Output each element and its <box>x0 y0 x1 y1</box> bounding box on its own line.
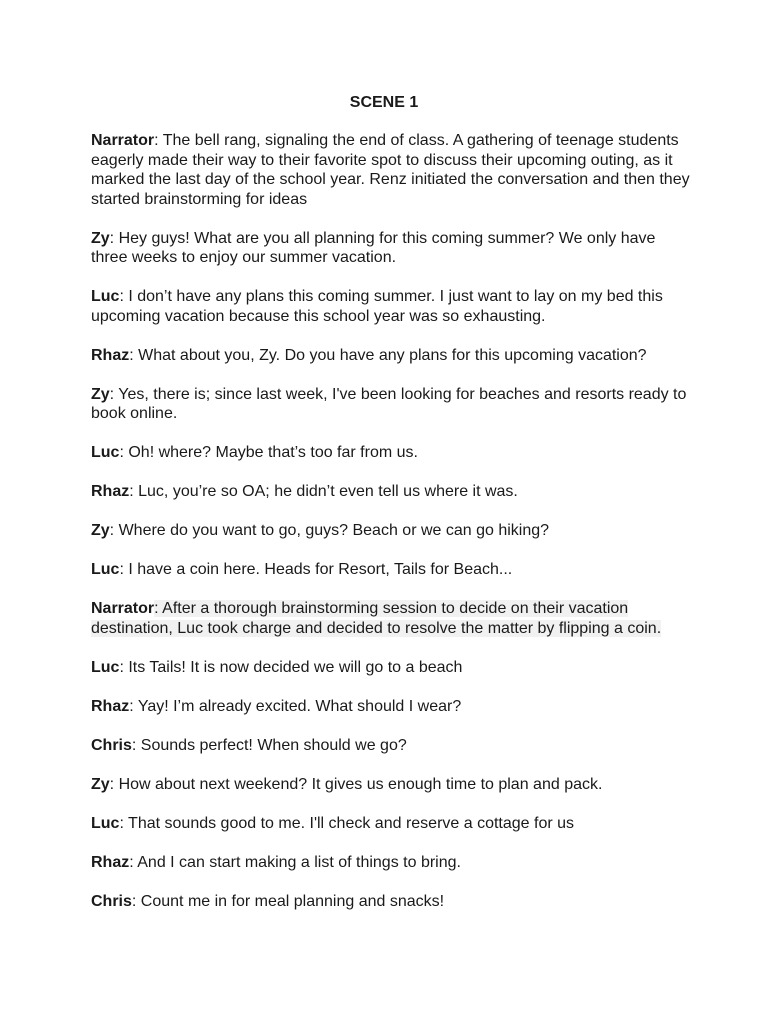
line-text: : Luc, you’re so OA; he didn’t even tell us where it was. <box>129 483 518 500</box>
line-text: : Count me in for meal planning and snacks! <box>131 892 445 910</box>
line-text: : Yay! I’m already excited. What should I wear? <box>129 697 462 715</box>
dialogue-line <box>91 697 691 717</box>
dialogue-line <box>91 658 691 678</box>
speaker-name: Rhaz <box>91 483 130 500</box>
speaker-name: Luc <box>91 288 120 305</box>
line-text: : What about you, Zy. Do you have any plans for this upcoming vacation? <box>129 346 647 364</box>
line-text: : Sounds perfect! When should we go? <box>131 736 407 754</box>
scene-title: SCENE 1 <box>349 94 419 111</box>
dialogue-line <box>91 853 691 873</box>
dialogue-line <box>91 443 691 463</box>
dialogue-line <box>91 482 691 502</box>
speaker-name: Luc <box>91 814 120 832</box>
line-text: : I don’t have any plans this coming summer. I just want to lay on my bed this upcoming vacation because this school year was so exhausting. <box>91 288 663 325</box>
speaker-name: Chris <box>91 736 132 754</box>
speaker-name: Zy <box>91 775 110 793</box>
speaker-name: Narrator <box>91 132 155 149</box>
line-text: : I have a coin here. Heads for Resort, Tails for Beach... <box>119 561 513 578</box>
dialogue-line-highlighted <box>91 599 691 638</box>
line-text: : After a thorough brainstorming session to decide on their vacation destination, Luc took charge and decided to resolve the matter by flipping a coin. <box>91 600 662 637</box>
speaker-name: Zy <box>91 385 110 403</box>
dialogue-line <box>91 775 691 795</box>
speaker-name: Chris <box>91 892 132 910</box>
speaker-name: Rhaz <box>91 853 130 871</box>
dialogue-line <box>91 814 691 834</box>
line-text: : Its Tails! It is now decided we will go to a beach <box>119 658 463 676</box>
speaker-name: Luc <box>91 658 120 676</box>
line-text: : Oh! where? Maybe that’s too far from us. <box>119 444 418 461</box>
speaker-name: Rhaz <box>91 346 130 364</box>
speaker-name: Zy <box>91 229 110 247</box>
line-text: : That sounds good to me. I'll check and reserve a cottage for us <box>119 814 575 832</box>
line-text: : Where do you want to go, guys? Beach or we can go hiking? <box>109 522 550 539</box>
dialogue-line <box>91 385 691 424</box>
dialogue-line <box>91 736 691 756</box>
dialogue-line <box>91 346 691 366</box>
dialogue-line <box>91 229 691 268</box>
dialogue-script <box>91 131 691 931</box>
line-text: : And I can start making a list of things to bring. <box>129 853 461 871</box>
line-text: : The bell rang, signaling the end of class. A gathering of teenage students eagerly made their way to their favorite spot to discuss their upcoming outing, as it marked the last day of the school year. Renz initiated the conversation and then they started brainstorming for ideas <box>91 132 690 208</box>
dialogue-line <box>91 892 691 912</box>
speaker-name: Zy <box>91 522 110 539</box>
speaker-name: Luc <box>91 444 120 461</box>
speaker-name: Luc <box>91 561 120 578</box>
dialogue-line <box>91 521 691 541</box>
line-text: : Yes, there is; since last week, I've been looking for beaches and resorts ready to book online. <box>91 385 687 422</box>
line-text: : Hey guys! What are you all planning for this coming summer? We only have three weeks to enjoy our summer vacation. <box>91 229 656 266</box>
dialogue-line <box>91 287 691 326</box>
speaker-name: Rhaz <box>91 697 130 715</box>
line-text: : How about next weekend? It gives us enough time to plan and pack. <box>109 775 603 793</box>
dialogue-line <box>91 131 691 209</box>
speaker-name: Narrator <box>91 600 155 617</box>
dialogue-line <box>91 560 691 580</box>
